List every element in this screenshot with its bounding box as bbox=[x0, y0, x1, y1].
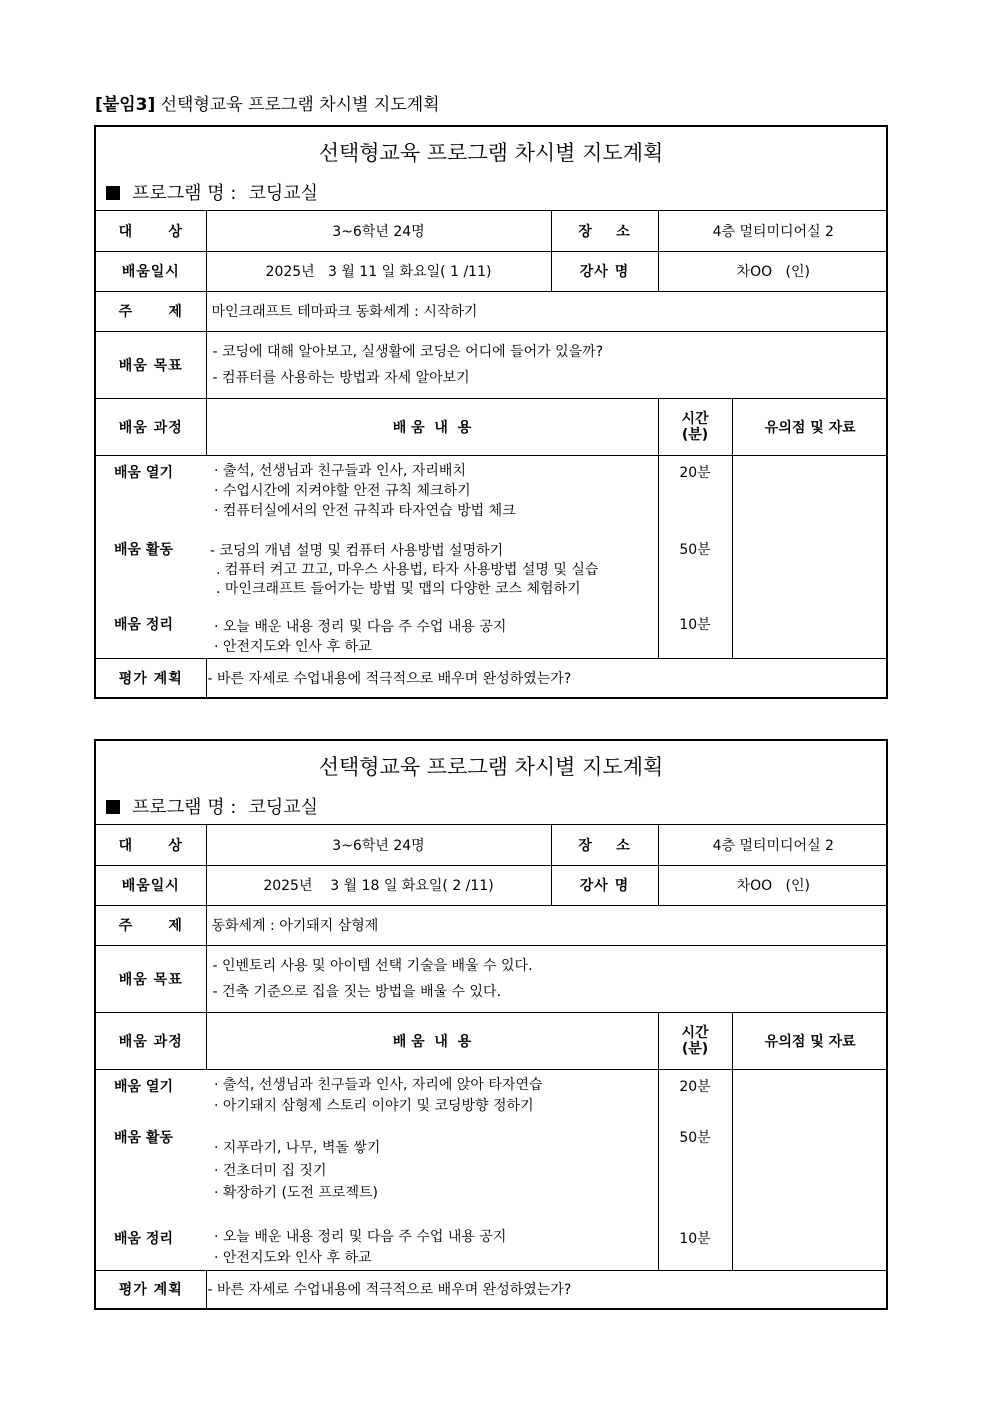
goal-item: - 코딩에 대해 알아보고, 실생활에 코딩은 어디에 들어가 있을까? bbox=[212, 343, 604, 360]
program-name: 코딩교실 bbox=[248, 797, 319, 818]
time-label: 시간 bbox=[681, 1024, 709, 1041]
stage-time: 10분 bbox=[679, 616, 711, 633]
notes-label: 유의점 및 자료 bbox=[732, 1012, 888, 1069]
time-column bbox=[658, 455, 732, 658]
date-value: 2025년 3 월 11 일 화요일( 1 /11) bbox=[206, 251, 551, 291]
process-label: 배움 과정 bbox=[96, 398, 206, 455]
stage-name: 배움 정리 bbox=[114, 616, 173, 633]
stage-time: 10분 bbox=[679, 1230, 711, 1247]
plan-table bbox=[96, 825, 888, 1308]
goal-item: - 인벤토리 사용 및 아이템 선택 기술을 배울 수 있다. bbox=[212, 957, 533, 974]
target-label: 대 상 bbox=[96, 211, 206, 251]
teacher-value: 차OO (인) bbox=[658, 865, 888, 905]
date-value: 2025년 3 월 18 일 화요일( 2 /11) bbox=[206, 865, 551, 905]
plan-title: 선택형교육 프로그램 차시별 지도계획 bbox=[318, 141, 664, 165]
content-label: 배 움 내 용 bbox=[206, 1012, 658, 1069]
time-header bbox=[658, 398, 732, 455]
stage-time: 50분 bbox=[679, 541, 711, 558]
content-line: . 컴퓨터 켜고 끄고, 마우스 사용법, 타자 사용방법 설명 및 실습 bbox=[216, 561, 599, 578]
eval-value: - 바른 자세로 수업내용에 적극적으로 배우며 완성하였는가? bbox=[206, 658, 888, 697]
lesson-plan-1 bbox=[94, 125, 888, 699]
program-label: 프로그램 명 : bbox=[132, 183, 237, 204]
content-label: 배 움 내 용 bbox=[206, 398, 658, 455]
plan-title: 선택형교육 프로그램 차시별 지도계획 bbox=[318, 755, 664, 779]
content-line: · 출석, 선생님과 친구들과 인사, 자리에 앉아 타자연습 bbox=[214, 1076, 543, 1093]
eval-label: 평가 계획 bbox=[96, 658, 206, 697]
date-label: 배움일시 bbox=[96, 251, 206, 291]
content-line: · 컴퓨터실에서의 안전 규칙과 타자연습 방법 체크 bbox=[214, 502, 516, 519]
content-line: · 안전지도와 인사 후 하교 bbox=[214, 638, 372, 655]
process-body bbox=[96, 1069, 658, 1270]
stage-time: 50분 bbox=[679, 1129, 711, 1146]
notes-label: 유의점 및 자료 bbox=[732, 398, 888, 455]
content-line: · 지푸라기, 나무, 벽돌 쌓기 bbox=[214, 1139, 381, 1156]
teacher-label: 강사 명 bbox=[551, 865, 658, 905]
goal-item: - 컴퓨터를 사용하는 방법과 자세 알아보기 bbox=[212, 369, 470, 386]
topic-label: 주 제 bbox=[96, 291, 206, 331]
target-value: 3~6학년 24명 bbox=[206, 211, 551, 251]
place-label: 장 소 bbox=[551, 211, 658, 251]
place-value: 4층 멀티미디어실 2 bbox=[658, 825, 888, 865]
topic-label: 주 제 bbox=[96, 905, 206, 945]
time-column bbox=[658, 1069, 732, 1270]
goal-item: - 건축 기준으로 집을 짓는 방법을 배울 수 있다. bbox=[212, 983, 502, 1000]
plan-header bbox=[96, 127, 886, 211]
program-label: 프로그램 명 : bbox=[132, 797, 237, 818]
place-value: 4층 멀티미디어실 2 bbox=[658, 211, 888, 251]
goal-list bbox=[206, 331, 888, 398]
content-line: · 오늘 배운 내용 정리 및 다음 주 수업 내용 공지 bbox=[214, 618, 507, 635]
goal-label: 배움 목표 bbox=[96, 945, 206, 1012]
goal-label: 배움 목표 bbox=[96, 331, 206, 398]
program-line bbox=[106, 793, 318, 819]
eval-label: 평가 계획 bbox=[96, 1270, 206, 1308]
heading-text: 선택형교육 프로그램 차시별 지도계획 bbox=[160, 95, 440, 115]
content-line: · 출석, 선생님과 친구들과 인사, 자리배치 bbox=[214, 462, 466, 479]
notes-column bbox=[732, 455, 888, 658]
plan-header bbox=[96, 741, 886, 825]
time-unit-label: (분) bbox=[681, 1040, 709, 1057]
process-label: 배움 과정 bbox=[96, 1012, 206, 1069]
process-body bbox=[96, 455, 658, 658]
time-header bbox=[658, 1012, 732, 1069]
teacher-value: 차OO (인) bbox=[658, 251, 888, 291]
program-line bbox=[106, 179, 318, 205]
page-heading bbox=[95, 90, 440, 115]
lesson-plan-2 bbox=[94, 739, 888, 1310]
target-value: 3~6학년 24명 bbox=[206, 825, 551, 865]
notes-column bbox=[732, 1069, 888, 1270]
content-line: - 코딩의 개념 설명 및 컴퓨터 사용방법 설명하기 bbox=[210, 542, 504, 559]
content-line: · 아기돼지 삼형제 스토리 이야기 및 코딩방향 정하기 bbox=[214, 1097, 534, 1114]
place-label: 장 소 bbox=[551, 825, 658, 865]
target-label: 대 상 bbox=[96, 825, 206, 865]
content-line: · 수업시간에 지켜야할 안전 규칙 체크하기 bbox=[214, 482, 471, 499]
stage-name: 배움 열기 bbox=[114, 464, 173, 481]
stage-name: 배움 활동 bbox=[114, 541, 173, 558]
time-label: 시간 bbox=[681, 410, 709, 427]
topic-value: 동화세계 : 아기돼지 삼형제 bbox=[206, 905, 888, 945]
stage-name: 배움 정리 bbox=[114, 1230, 173, 1247]
plan-table bbox=[96, 211, 888, 697]
date-label: 배움일시 bbox=[96, 865, 206, 905]
time-unit-label: (분) bbox=[681, 426, 709, 443]
teacher-label: 강사 명 bbox=[551, 251, 658, 291]
content-line: · 확장하기 (도전 프로젝트) bbox=[214, 1184, 378, 1201]
content-line: · 건초더미 집 짓기 bbox=[214, 1162, 327, 1179]
program-name: 코딩교실 bbox=[248, 183, 319, 204]
eval-value: - 바른 자세로 수업내용에 적극적으로 배우며 완성하였는가? bbox=[206, 1270, 888, 1308]
stage-name: 배움 열기 bbox=[114, 1078, 173, 1095]
attachment-label: [붙임3] bbox=[95, 95, 156, 115]
topic-value: 마인크래프트 테마파크 동화세계 : 시작하기 bbox=[206, 291, 888, 331]
content-line: · 오늘 배운 내용 정리 및 다음 주 수업 내용 공지 bbox=[214, 1228, 507, 1245]
goal-list bbox=[206, 945, 888, 1012]
square-bullet-icon bbox=[106, 800, 120, 814]
stage-time: 20분 bbox=[679, 464, 711, 481]
square-bullet-icon bbox=[106, 186, 120, 200]
content-line: · 안전지도와 인사 후 하교 bbox=[214, 1249, 372, 1266]
stage-time: 20분 bbox=[679, 1078, 711, 1095]
content-line: . 마인크래프트 들어가는 방법 및 맵의 다양한 코스 체험하기 bbox=[216, 580, 581, 597]
stage-name: 배움 활동 bbox=[114, 1129, 173, 1146]
